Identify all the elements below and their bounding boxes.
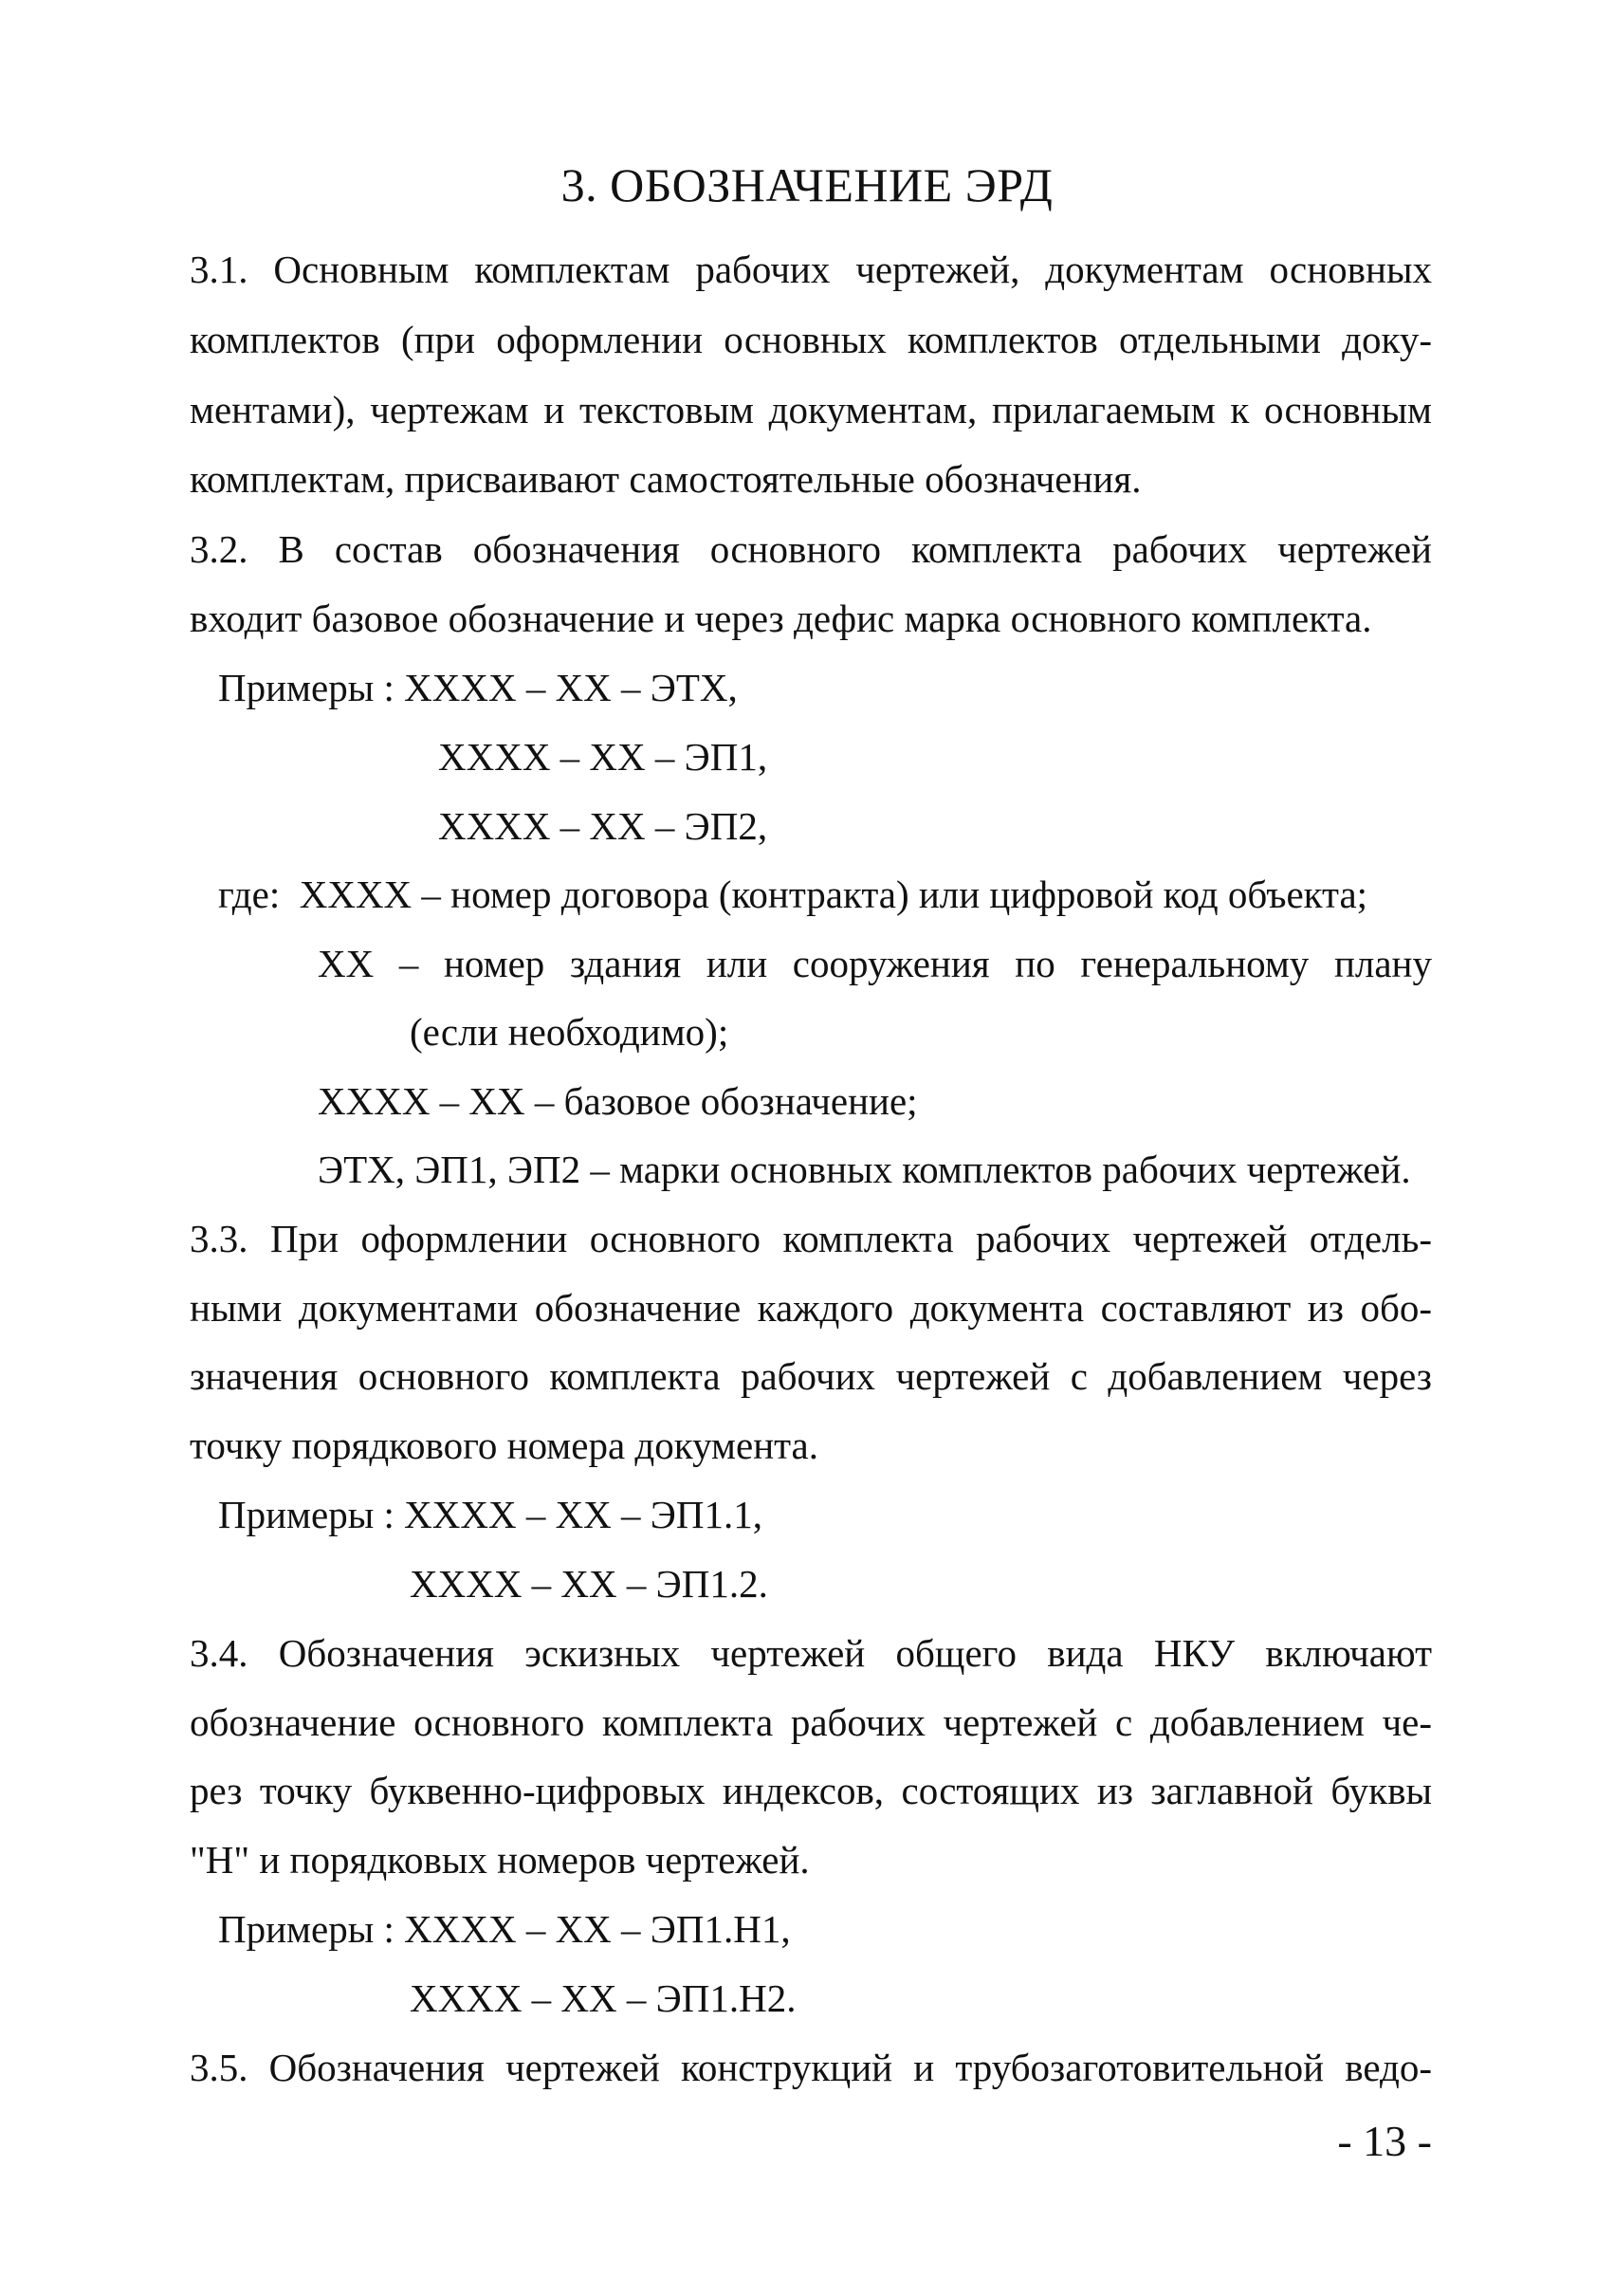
text-line: 3.2. В состав обозначения основного комплекта рабочих чертежей	[190, 527, 1432, 571]
text-line: комплектам, присваивают самостоятельные обозначения.	[190, 457, 1142, 501]
definition-line: XX – номер здания или сооружения по генеральному плану	[318, 942, 1432, 985]
example-line: Примеры : XXXX – XX – ЭТХ,	[218, 666, 738, 709]
text-line: обозначение основного комплекта рабочих чертежей с добавлением че-	[190, 1700, 1432, 1744]
example-line: XXXX – XX – ЭП1.Н2.	[410, 1976, 797, 2020]
page-number: - 13 -	[1337, 2117, 1432, 2165]
section-heading: 3. ОБОЗНАЧЕНИЕ ЭРД	[560, 158, 1054, 211]
example-line: XXXX – XX – ЭП1.2.	[410, 1562, 768, 1606]
example-line: XXXX – XX – ЭП2,	[438, 804, 768, 848]
text-line: значения основного комплекта рабочих чертежей с добавлением через	[190, 1354, 1432, 1398]
text-line: 3.5. Обозначения чертежей конструкций и трубозаготовительной ведо-	[190, 2046, 1432, 2089]
text-line: ными документами обозначение каждого документа составляют из обо-	[190, 1286, 1432, 1330]
text-line: точку порядкового номера документа.	[190, 1424, 819, 1467]
example-line: XXXX – XX – ЭП1,	[438, 735, 768, 779]
example-line: Примеры : XXXX – XX – ЭП1.1,	[218, 1493, 762, 1536]
definition-line: где: XXXX – номер договора (контракта) или цифровой код объекта;	[218, 872, 1368, 916]
text-line: входит базовое обозначение и через дефис марка основного комплекта.	[190, 597, 1372, 640]
example-line: Примеры : XXXX – XX – ЭП1.Н1,	[218, 1907, 791, 1951]
text-line: рез точку буквенно-цифровых индексов, состоящих из заглавной буквы	[190, 1769, 1432, 1812]
text-line: "Н" и порядковых номеров чертежей.	[190, 1838, 810, 1882]
text-line: ментами), чертежам и текстовым документам, прилагаемым к основным	[190, 388, 1432, 432]
definition-line: (если необходимо);	[410, 1010, 729, 1054]
text-line: 3.3. При оформлении основного комплекта рабочих чертежей отдель-	[190, 1217, 1432, 1260]
text-line: 3.4. Обозначения эскизных чертежей общего вида НКУ включают	[190, 1631, 1432, 1675]
text-line: 3.1. Основным комплектам рабочих чертежей, документам основных	[190, 248, 1432, 291]
definition-line: ЭТХ, ЭП1, ЭП2 – марки основных комплектов рабочих чертежей.	[318, 1148, 1411, 1191]
definition-line: XXXX – XX – базовое обозначение;	[318, 1079, 918, 1123]
text-line: комплектов (при оформлении основных комплектов отдельными доку-	[190, 318, 1432, 361]
